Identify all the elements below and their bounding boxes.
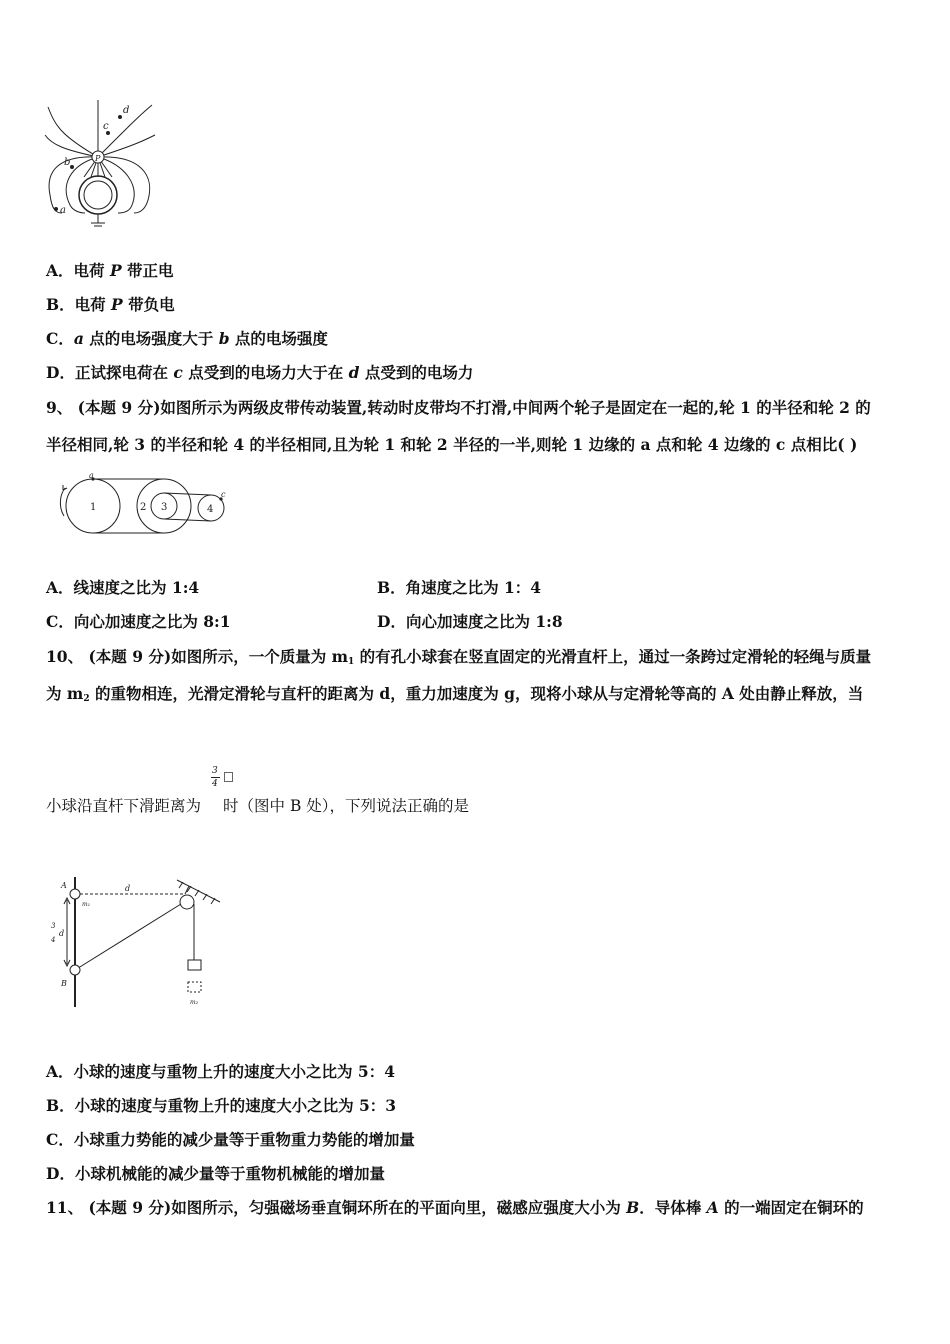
- label-wheel-4: 4: [207, 504, 214, 515]
- q9-option-d: D．向心加速度之比为 1:8: [377, 612, 563, 631]
- label-B: B: [61, 979, 67, 988]
- q8-option-a: A．电荷 P 带正电: [46, 261, 174, 280]
- pulley-figure: [45, 872, 230, 1014]
- label-wheel-1: 1: [90, 502, 97, 513]
- fraction-numerator: 3: [212, 766, 218, 776]
- label-wheel-2: 2: [140, 502, 147, 513]
- label-frac-den: 4: [51, 936, 56, 944]
- label-p: P: [95, 154, 101, 163]
- label-d: d: [125, 884, 131, 893]
- label-a: a: [60, 205, 66, 216]
- label-b: b: [64, 157, 71, 168]
- label-c: c: [103, 121, 109, 132]
- fraction-three-quarters: [210, 766, 240, 794]
- belt-drive-figure: [55, 468, 235, 540]
- label-m1: m₁: [82, 901, 91, 908]
- q9-stem-line-1: 9、 (本题 9 分)如图所示为两级皮带传动装置,转动时皮带均不打滑,中间两个轮子是固定在一起的,轮 1 的半径和轮 2 的: [46, 398, 871, 417]
- label-a: a: [89, 471, 94, 480]
- q8-option-c: C．a 点的电场强度大于 b 点的电场强度: [46, 329, 328, 348]
- q9-option-b: B．角速度之比为 1：4: [377, 578, 542, 597]
- label-A: A: [61, 881, 67, 890]
- q8-option-b: B．电荷 P 带负电: [46, 295, 175, 314]
- label-d: d: [123, 105, 130, 116]
- label-c: c: [221, 490, 226, 499]
- q10-option-b: B．小球的速度与重物上升的速度大小之比为 5：3: [46, 1096, 397, 1115]
- q10-option-d: D．小球机械能的减少量等于重物机械能的增加量: [46, 1164, 385, 1183]
- q10-option-a: A．小球的速度与重物上升的速度大小之比为 5：4: [46, 1062, 395, 1081]
- q10-stem-line-1: 10、 (本题 9 分)如图所示，一个质量为 $m_1$ 的有孔小球套在竖直固定的光滑直杆上，通过一条跨过定滑轮的轻绳与质量: [46, 647, 872, 667]
- label-wheel-3: 3: [161, 502, 168, 513]
- q9-option-a: A．线速度之比为 1:4: [46, 578, 200, 597]
- q10-option-c: C．小球重力势能的减少量等于重物重力势能的增加量: [46, 1130, 415, 1149]
- q9-stem-line-2: 半径相同,轮 3 的半径和轮 4 的半径相同,且为轮 1 和轮 2 半径的一半,则轮 1 边缘的 a 点和轮 4 边缘的 c 点相比( ): [46, 435, 858, 454]
- q9-option-c: C．向心加速度之比为 8:1: [46, 612, 231, 631]
- fraction-denominator: 4: [212, 779, 218, 789]
- label-frac-num: 3: [51, 922, 56, 930]
- label-d-vertical: d: [59, 929, 65, 938]
- q11-stem-line-1: 11、 (本题 9 分)如图所示，匀强磁场垂直铜环所在的平面向里，磁感应强度大小为 B．导体棒 A 的一端固定在铜环的: [46, 1198, 864, 1217]
- electric-field-figure: [40, 95, 160, 235]
- q10-stem-line-3: 小球沿直杆下滑距离为 时（图中 B 处），下列说法正确的是: [46, 797, 470, 815]
- label-m2: m₂: [190, 999, 199, 1006]
- q8-option-d: D．正试探电荷在 c 点受到的电场力大于在 d 点受到的电场力: [46, 363, 474, 382]
- q10-stem-line-2: 为 $m_2$ 的重物相连，光滑定滑轮与直杆的距离为 d，重力加速度为 g，现将小球从与定滑轮等高的 A 处由静止释放，当: [46, 684, 864, 704]
